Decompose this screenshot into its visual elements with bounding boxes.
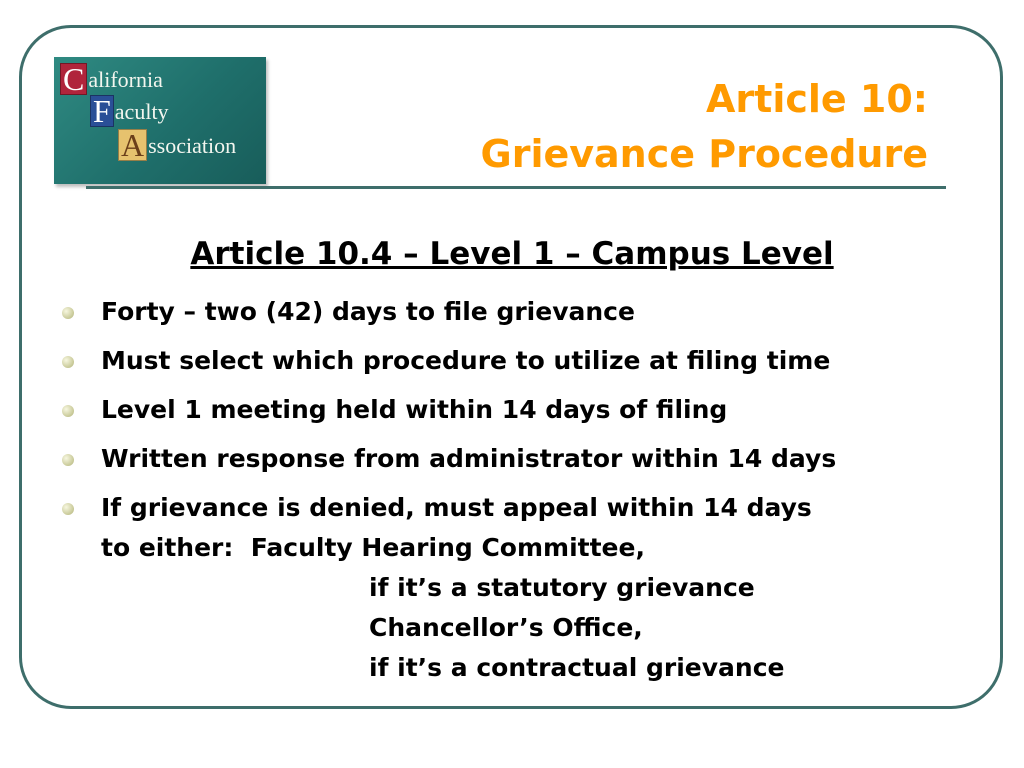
bullet-text: Written response from administrator within 14 days <box>101 444 837 473</box>
bullet-item <box>62 390 962 430</box>
option-1-condition: if it’s a statutory grievance <box>369 573 755 602</box>
option-2-comma: , <box>633 613 643 642</box>
bullet-dot-icon <box>62 503 74 515</box>
section-subheading: Article 10.4 – Level 1 – Campus Level <box>190 236 834 272</box>
slide-title-line-2: Grievance Procedure <box>480 132 928 176</box>
bullet-item-appeal <box>62 488 962 688</box>
bullet-dot-icon <box>62 307 74 319</box>
bullet-dot-icon <box>62 454 74 466</box>
option-faculty-hearing-committee: Faculty Hearing Committee <box>250 533 636 562</box>
logo-text-faculty: aculty <box>114 99 169 124</box>
bullet-item <box>62 439 962 479</box>
logo-row-faculty <box>90 95 169 127</box>
bullet-dot-icon <box>62 356 74 368</box>
slide-title-line-1: Article 10: <box>706 77 928 121</box>
bullet-item <box>62 292 962 332</box>
appeal-line-2-prefix: to either: <box>101 533 251 562</box>
title-divider <box>86 186 946 189</box>
logo-row-california <box>60 63 163 95</box>
bullet-text: Level 1 meeting held within 14 days of filing <box>101 395 728 424</box>
slide-title <box>481 72 928 182</box>
option-chancellors-office: Chancellor’s Office <box>369 613 634 642</box>
bullet-item <box>62 341 962 381</box>
bullet-text: Forty – two (42) days to file grievance <box>101 297 635 326</box>
california-faculty-association-logo <box>54 57 266 184</box>
bullet-dot-icon <box>62 405 74 417</box>
logo-cap-c: C <box>60 63 87 95</box>
option-2-line <box>101 608 962 648</box>
appeal-line-1: If grievance is denied, must appeal within 14 days <box>101 493 812 522</box>
bullet-text: Must select which procedure to utilize at filing time <box>101 346 831 375</box>
logo-text-california: alifornia <box>88 67 163 92</box>
logo-cap-f: F <box>90 95 114 127</box>
option-2-condition: if it’s a contractual grievance <box>369 653 785 682</box>
logo-text-association: ssociation <box>148 133 237 158</box>
option-1-comma: , <box>635 533 645 562</box>
bullet-list <box>62 292 962 697</box>
logo-row-association <box>118 129 236 161</box>
logo-cap-a: A <box>118 129 147 161</box>
